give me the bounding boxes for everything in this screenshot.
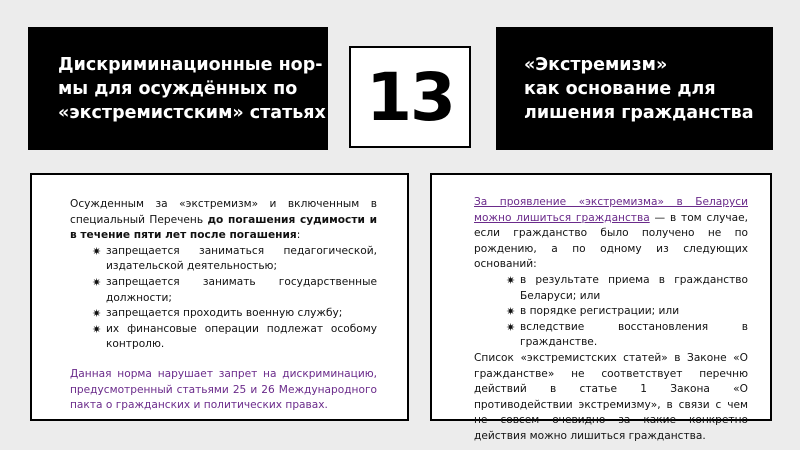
list-item-text: запрещается проходить военную службу; <box>106 307 343 320</box>
list-item-text: в результате приема в гражданство Беларуси; или <box>520 273 748 302</box>
discrimination-panel <box>30 173 409 421</box>
star-bullet-icon: ✷ <box>92 322 102 336</box>
intro-text: — в том случае, если гражданство было получено не по рождению, а по одному из следующих оснований: <box>474 211 748 271</box>
header-line: «экстремистским» статьях <box>58 102 326 123</box>
list-item <box>474 304 748 320</box>
list-item <box>70 275 377 306</box>
footer-paragraph: Список «экстремистских статей» в Законе «О гражданстве» не соответствует перечню действий в статье 1 Закона «О противодействии экстремизму», в связи с чем не совсем очевидно за какие конкретно действия можно лишиться гражданства. <box>474 351 748 442</box>
list-item-text: в порядке регистрации; или <box>520 305 680 318</box>
list-item <box>70 244 377 275</box>
star-bullet-icon: ✷ <box>506 320 516 334</box>
list-item <box>70 306 377 322</box>
intro-text: Осужденным за «экстремизм» и включенным в специальный Перечень <box>70 198 377 226</box>
header-discrimination <box>28 27 328 150</box>
restrictions-list <box>70 244 377 353</box>
list-item-text: запрещается заниматься педагогической, издательской деятельностью; <box>106 244 377 273</box>
list-item-text: их финансовые операции подлежат особому контролю. <box>106 322 377 351</box>
list-item <box>70 322 377 353</box>
header-extremism <box>496 27 773 150</box>
header-extremism-title <box>524 53 754 125</box>
header-line: Дискриминационные нор- <box>58 54 323 75</box>
citizenship-panel <box>430 173 772 442</box>
list-item-text: вследствие восстановления в гражданстве. <box>520 320 748 349</box>
star-bullet-icon: ✷ <box>92 275 102 289</box>
header-line: лишения гражданства <box>524 102 754 123</box>
header-line: «Экстремизм» <box>524 54 668 75</box>
star-bullet-icon: ✷ <box>92 307 102 321</box>
list-item-text: запрещается занимать государственные должности; <box>106 275 377 304</box>
violation-note: Данная норма нарушает запрет на дискриминацию, предусмотренный статьями 25 и 26 Международного пакта о гражданских и политических правах. <box>70 367 377 412</box>
intro-end: : <box>296 229 301 242</box>
star-bullet-icon: ✷ <box>506 273 516 287</box>
intro-paragraph <box>70 197 377 244</box>
slide-number: 13 <box>349 46 471 148</box>
star-bullet-icon: ✷ <box>506 305 516 319</box>
list-item <box>474 273 748 304</box>
intro-paragraph <box>474 195 748 273</box>
header-line: мы для осуждённых по <box>58 78 298 99</box>
header-line: как основание для <box>524 78 716 99</box>
citizenship-link[interactable]: За проявление «экстремизма» в Беларуси можно лишиться гражданства <box>474 196 748 224</box>
star-bullet-icon: ✷ <box>92 244 102 258</box>
header-discrimination-title <box>58 53 326 125</box>
list-item <box>474 320 748 351</box>
grounds-list <box>474 273 748 351</box>
intro-bold-text: до погашения судимости и в течение пяти лет после погашения <box>70 213 378 242</box>
